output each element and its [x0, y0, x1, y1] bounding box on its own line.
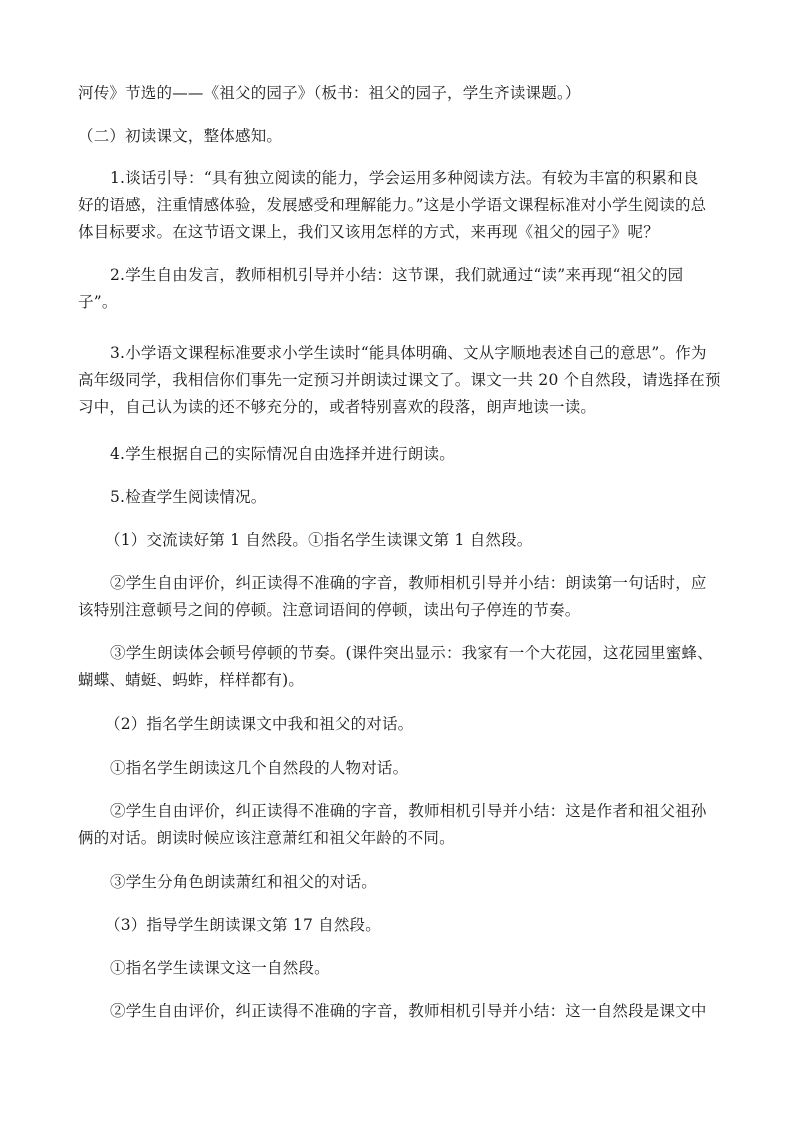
text-line: 1.谈话引导：“具有独立阅读的能力，学会运用多种阅读方法。有较为丰富的积累和良 [110, 169, 699, 187]
text-line: 2.学生自由发言，教师相机引导并小结：这节课，我们就通过“读”来再现“祖父的园 [110, 266, 684, 284]
text-line: ③学生分角色朗读萧红和祖父的对话。 [110, 873, 377, 891]
text-line: 好的语感，注重情感体验，发展感受和理解能力。”这是小学语文课程标准对小学生阅读的总 [78, 196, 707, 214]
text-line: 蝴蝶、蜻蜓、蚂蚱，样样都有)。 [78, 671, 305, 689]
text-line: 5.检查学生阅读情况。 [110, 488, 267, 506]
text-line: 4.学生根据自己的实际情况自由选择并进行朗读。 [110, 445, 455, 463]
text-line: 高年级同学，我相信你们事先一定预习并朗读过课文了。课文一共 20 个自然段，请选择在预 [78, 371, 721, 389]
text-line: 体目标要求。在这节语文课上，我们又该用怎样的方式，来再现《祖父的园子》呢？ [78, 223, 659, 241]
text-line: ②学生自由评价，纠正读得不准确的字音，教师相机引导并小结：这一自然段是课文中 [110, 1002, 707, 1020]
text-line: 习中，自己认为读的还不够充分的，或者特别喜欢的段落，朗声地读一读。 [78, 398, 597, 416]
text-line: ①指名学生朗读这几个自然段的人物对话。 [110, 759, 409, 777]
text-line: 河传》节选的——《祖父的园子》（板书：祖父的园子，学生齐读课题。） [78, 84, 581, 102]
text-line: 子”。 [78, 293, 118, 311]
text-line: 3.小学语文课程标准要求小学生读时“能具体明确、文从字顺地表述自己的意思”。作为 [110, 344, 707, 362]
text-line: ②学生自由评价，纠正读得不准确的字音，教师相机引导并小结：这是作者和祖父祖孙 [110, 802, 707, 820]
text-line: ②学生自由评价，纠正读得不准确的字音，教师相机引导并小结：朗读第一句话时，应 [110, 574, 707, 592]
text-line: 该特别注意顿号之间的停顿。注意词语间的停顿，读出句子停连的节奏。 [78, 601, 581, 619]
text-line: （3）指导学生朗读课文第 17 自然段。 [105, 916, 381, 934]
text-line: （2）指名学生朗读课文中我和祖父的对话。 [105, 715, 414, 733]
text-line: （1）交流读好第 1 自然段。①指名学生读课文第 1 自然段。 [105, 531, 533, 549]
text-line: ③学生朗读体会顿号停顿的节奏。(课件突出显示：我家有一个大花园，这花园里蜜蜂、 [110, 644, 713, 662]
text-line: ①指名学生读课文这一自然段。 [110, 959, 330, 977]
section-heading: （二）初读课文，整体感知。 [78, 127, 283, 145]
text-line: 俩的对话。朗读时候应该注意萧红和祖父年龄的不同。 [78, 829, 455, 847]
